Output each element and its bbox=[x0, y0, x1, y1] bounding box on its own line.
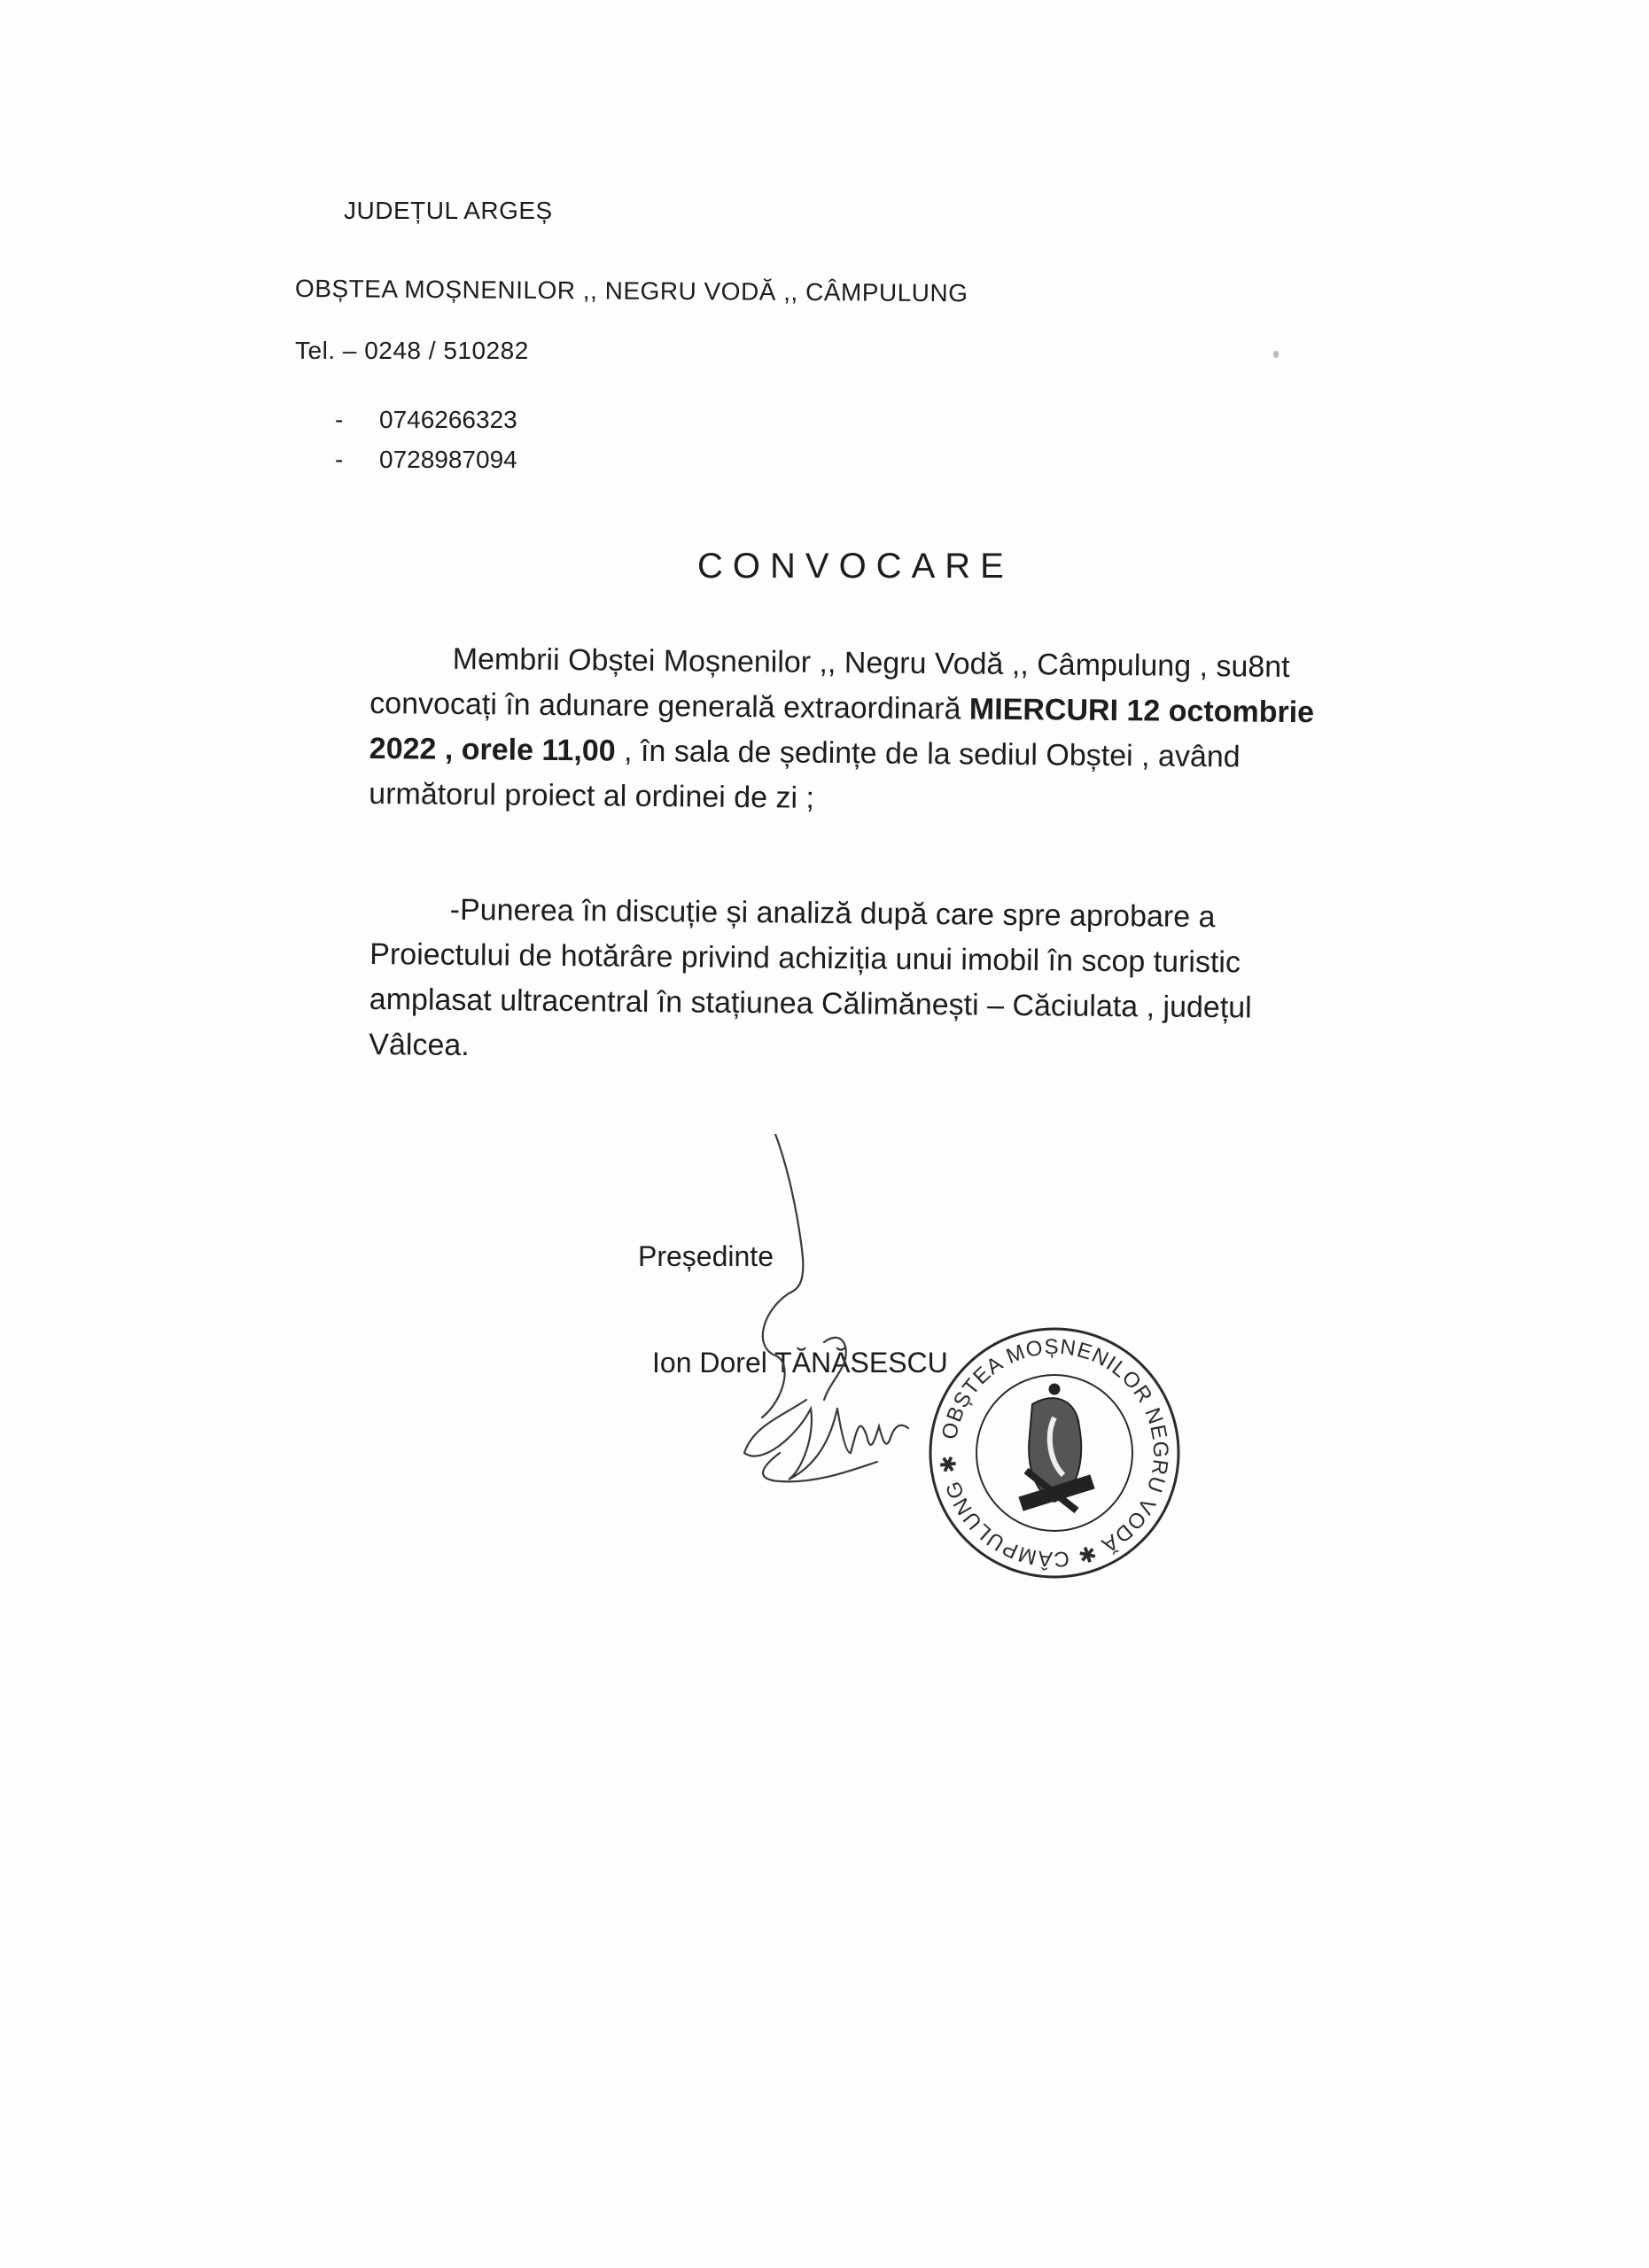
agenda-paragraph bbox=[369, 887, 1253, 1076]
paragraph2-line3: amplasat ultracentral în stațiunea Călimănești – Căciulata , județul bbox=[369, 982, 1252, 1025]
signatory-role: Președinte bbox=[638, 1240, 774, 1272]
document-title: CONVOCARE bbox=[697, 547, 1014, 586]
seal-text: OBȘTEA MOȘNENILOR NEGRU VODĂ ✱ CÂMPULUNG ✱ bbox=[936, 1334, 1173, 1572]
scan-speck bbox=[1273, 351, 1279, 358]
organization-heading: OBȘTEA MOȘNENILOR ,, NEGRU VODĂ ,, CÂMPULUNG bbox=[294, 275, 968, 307]
seal-emblem-icon bbox=[1019, 1384, 1094, 1511]
paragraph1-line4: următorul proiect al ordinei de zi ; bbox=[369, 776, 815, 815]
paragraph1-line3: 2022 , orele 11,00 , în sala de ședințe de la sediul Obștei , având bbox=[369, 731, 1241, 774]
meeting-date: MIERCURI 12 octombrie bbox=[968, 692, 1315, 730]
signatory-name: Ion Dorel TĂNĂSESCU bbox=[652, 1347, 948, 1379]
paragraph1-line1: Membrii Obștei Moșnenilor ,, Negru Vodă ,, Câmpulung , su8nt bbox=[452, 641, 1290, 684]
organization-seal bbox=[922, 1320, 1187, 1586]
paragraph2-line2: Proiectului de hotărâre privind achiziția unui imobil în scop turistic bbox=[369, 936, 1241, 980]
paragraph1-line2: convocați în adunare generală extraordinară MIERCURI 12 octombrie bbox=[369, 686, 1315, 730]
phone-number-2: - 0728987094 bbox=[335, 446, 517, 473]
telephone-line: Tel. – 0248 / 510282 bbox=[295, 337, 529, 364]
phone-number-1: - 0746266323 bbox=[335, 406, 517, 433]
meeting-time: 2022 , orele 11,00 bbox=[369, 731, 616, 768]
convocation-paragraph bbox=[369, 636, 1315, 826]
paragraph2-line1: -Punerea în discuție și analiză după care spre aprobare a bbox=[449, 892, 1216, 935]
paragraph2-line4: Vâlcea. bbox=[369, 1027, 470, 1063]
county-heading: JUDEȚUL ARGEȘ bbox=[344, 197, 553, 224]
